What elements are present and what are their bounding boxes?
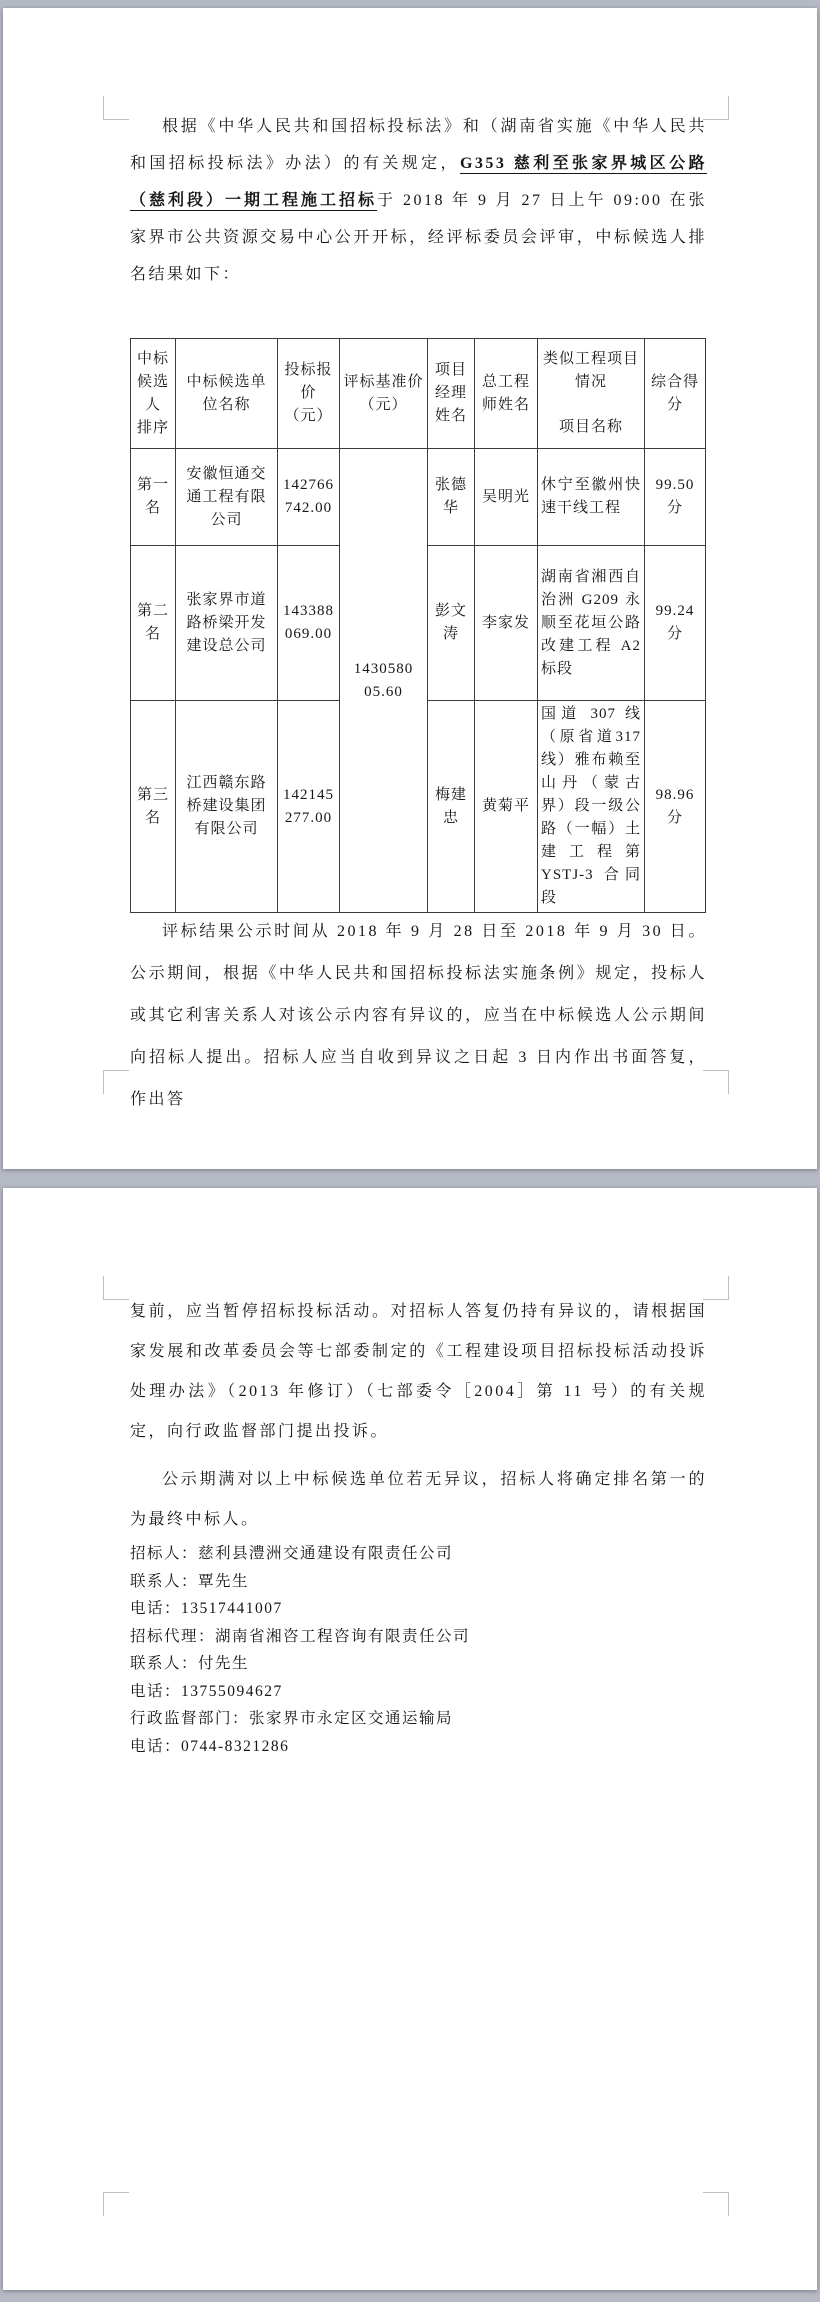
crop-mark-bottom-right-icon bbox=[703, 2192, 729, 2216]
contact-line-phone: 电话：13517441007 bbox=[130, 1600, 283, 1617]
score-cell bbox=[645, 701, 706, 913]
header-chief-engineer: 总工程师姓名 bbox=[475, 339, 538, 449]
bid-price-cell: 142766742.00 bbox=[278, 449, 340, 546]
publicity-paragraph: 评标结果公示时间从 2018 年 9 月 28 日至 2018 年 9 月 30 日。公示期间，根据《中华人民共和国招标投标法实施条例》规定，投标人或其它利害关系人对该公示内容有异议的，应当在中标候选人公示期间向招标人提出。招标人应当自收到异议之日起 3 日内作出书面答复，作出答 bbox=[130, 923, 707, 1108]
manager-cell: 彭文涛 bbox=[428, 546, 475, 701]
contact-line-phone: 电话：0744-8321286 bbox=[130, 1737, 290, 1755]
bid-candidates-table bbox=[130, 338, 706, 913]
similar-project-cell: 湖南省湘西自治洲 G209 永顺至花垣公路改建工程 A2 标段 bbox=[538, 546, 645, 701]
score-unit: 分 bbox=[666, 626, 683, 642]
engineer-cell: 黄菊平 bbox=[475, 701, 538, 913]
table-header-row bbox=[131, 339, 706, 449]
page-1 bbox=[3, 8, 817, 1169]
contact-line-contact-person: 联系人：覃先生 bbox=[130, 1572, 250, 1590]
rank-cell: 第二名 bbox=[131, 546, 176, 701]
bid-price-cell: 143388069.00 bbox=[278, 546, 340, 701]
score-cell bbox=[645, 449, 706, 546]
header-rank bbox=[131, 339, 176, 449]
header-bid-price bbox=[278, 339, 340, 449]
opening-paragraph-tail: 于 2018 年 9 月 27 日上午 09:00 在张家界市公共资源交易中心公开开标，经评标委员会评审，中标候选人排名结果如下： bbox=[130, 192, 707, 283]
score-unit: 分 bbox=[666, 809, 683, 826]
header-project-manager: 项目经理姓名 bbox=[428, 339, 475, 449]
crop-mark-bottom-left-icon bbox=[103, 1070, 129, 1094]
rank-cell: 第三名 bbox=[131, 701, 176, 913]
score-value: 98.96 bbox=[655, 786, 695, 803]
project-title-emphasis: G353 慈利至张家界城区公路（慈利段）一期工程施工招标 bbox=[130, 155, 707, 209]
similar-project-cell: 休宁至徽州快速干线工程 bbox=[538, 449, 645, 546]
header-score: 综合得分 bbox=[645, 339, 706, 449]
contact-line-agency: 招标代理：湖南省湘咨工程咨询有限责任公司 bbox=[130, 1627, 471, 1645]
opening-paragraph-text: 根据《中华人民共和国招标投标法》和（湖南省实施《中华人民共和国招标投标法》办法）的有关规定， bbox=[130, 118, 707, 172]
header-similar-line1: 类似工程项目情况 bbox=[542, 351, 639, 390]
header-rank-line2: 排序 bbox=[136, 419, 169, 436]
header-similar-projects bbox=[538, 339, 645, 449]
crop-mark-top-left-icon bbox=[103, 1276, 129, 1300]
base-price-value: 143058005.60 bbox=[353, 660, 414, 700]
header-company: 中标候选单位名称 bbox=[176, 339, 278, 449]
score-unit: 分 bbox=[666, 500, 683, 516]
similar-project-cell: 国道 307 线（原省道317线）雅布赖至山丹（蒙古界）段一级公路（一幅）土建工程第YSTJ-3 合同段 bbox=[538, 701, 645, 913]
company-cell: 张家界市道路桥梁开发建设总公司 bbox=[176, 546, 278, 701]
opening-paragraph bbox=[130, 108, 707, 293]
contact-line-phone: 电话：13755094627 bbox=[130, 1682, 283, 1700]
crop-mark-top-left-icon bbox=[103, 96, 129, 120]
bid-price-cell: 142145277.00 bbox=[278, 701, 340, 913]
header-bid-line2: （元） bbox=[284, 408, 333, 424]
table-row bbox=[131, 449, 706, 546]
engineer-cell: 李家发 bbox=[475, 546, 538, 701]
contact-line-supervisor: 行政监督部门：张家界市永定区交通运输局 bbox=[130, 1710, 454, 1727]
crop-mark-bottom-left-icon bbox=[103, 2192, 129, 2216]
final-winner-paragraph: 公示期满对以上中标候选单位若无异议，招标人将确定排名第一的为最终中标人。 bbox=[130, 1471, 707, 1528]
score-cell bbox=[645, 546, 706, 701]
base-price-cell bbox=[340, 449, 428, 913]
score-value: 99.24 bbox=[655, 603, 695, 619]
header-bid-line1: 投标报价 bbox=[284, 362, 333, 401]
header-base-price: 评标基准价（元） bbox=[340, 339, 428, 449]
page-2 bbox=[3, 1188, 817, 2290]
header-similar-line2: 项目名称 bbox=[558, 419, 623, 435]
manager-cell: 梅建忠 bbox=[428, 701, 475, 913]
contact-line-tenderer: 招标人：慈利县澧洲交通建设有限责任公司 bbox=[130, 1545, 454, 1562]
manager-cell: 张德华 bbox=[428, 449, 475, 546]
company-cell: 江西赣东路桥建设集团有限公司 bbox=[176, 701, 278, 913]
company-cell: 安徽恒通交通工程有限公司 bbox=[176, 449, 278, 546]
score-value: 99.50 bbox=[655, 477, 695, 493]
contact-info-block bbox=[130, 1540, 707, 1760]
objection-paragraph: 复前，应当暂停招标投标活动。对招标人答复仍持有异议的，请根据国家发展和改革委员会等七部委制定的《工程建设项目招标投标活动投诉处理办法》（2013 年修订）（七部委令［2004］第 11 号）的有关规定，向行政监督部门提出投诉。 bbox=[130, 1303, 707, 1440]
header-rank-line1: 中标候选人 bbox=[136, 350, 169, 413]
engineer-cell: 吴明光 bbox=[475, 449, 538, 546]
contact-line-contact-person: 联系人：付先生 bbox=[130, 1655, 250, 1672]
rank-cell: 第一名 bbox=[131, 449, 176, 546]
